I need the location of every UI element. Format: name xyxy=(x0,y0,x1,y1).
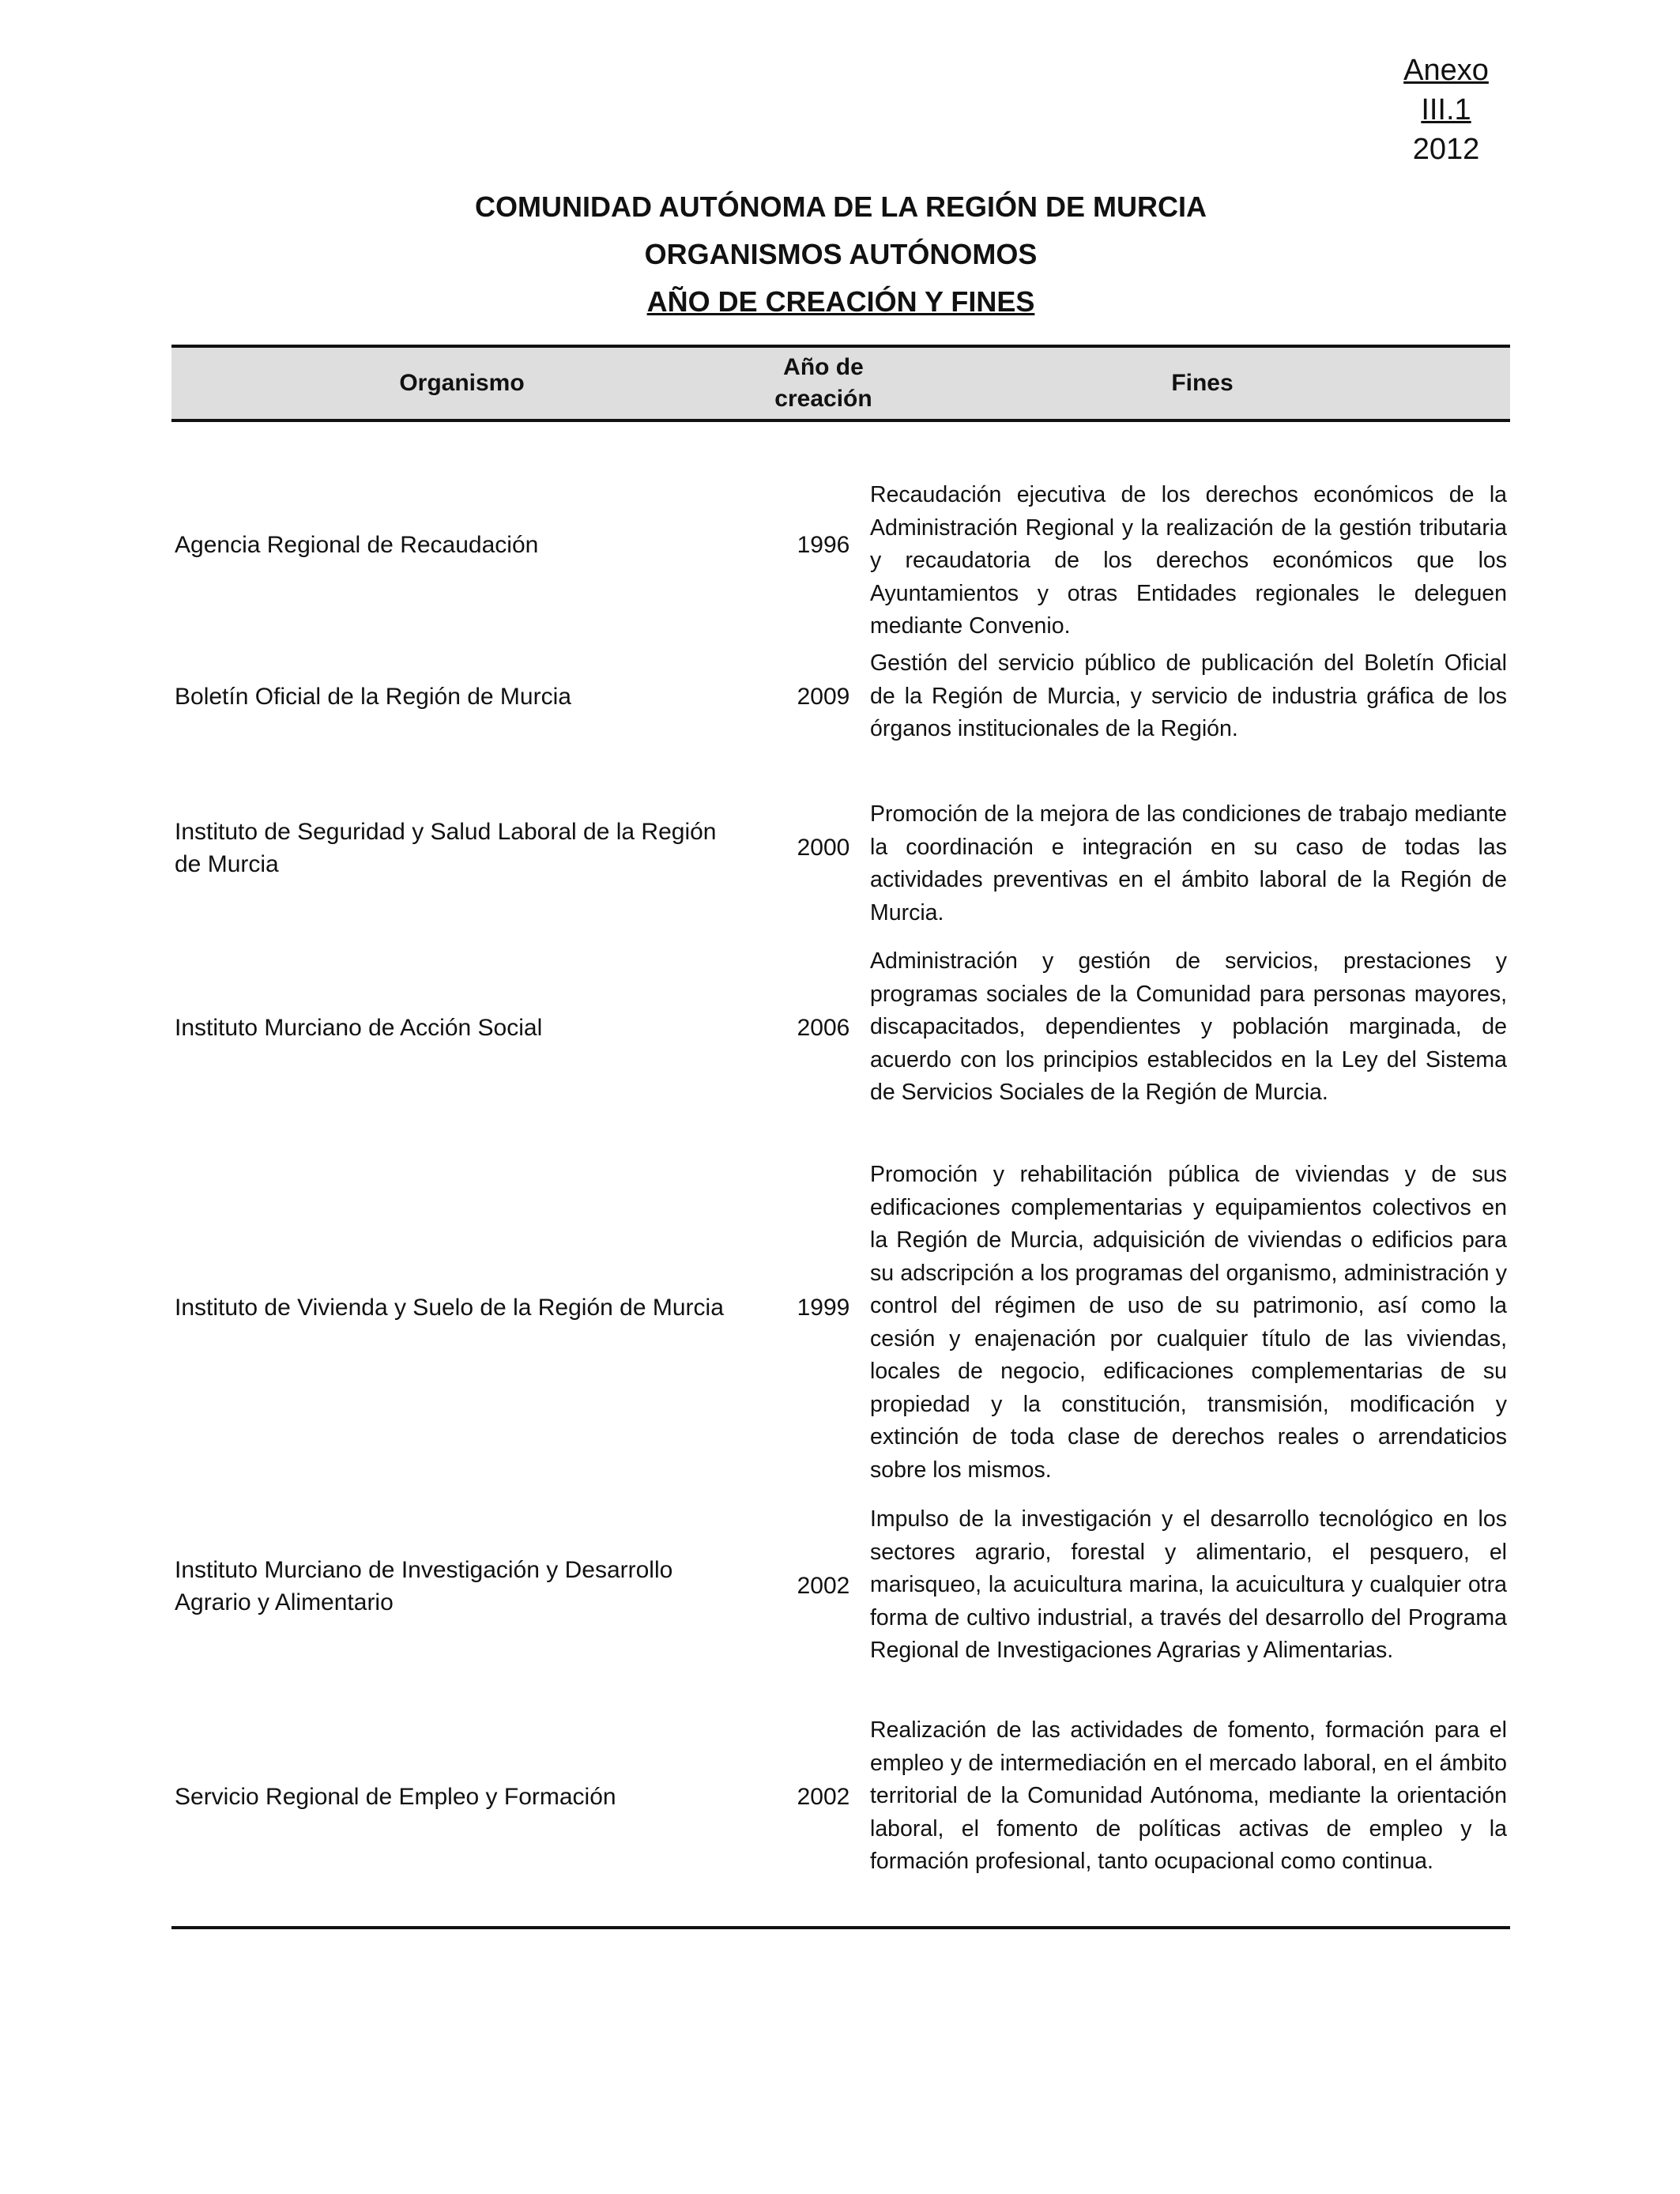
header-fines: Fines xyxy=(1171,370,1234,396)
table-row xyxy=(171,1714,1510,1880)
table-row xyxy=(171,647,1510,747)
annex-label: Anexo III.1 xyxy=(1403,54,1489,126)
row-year: 2006 xyxy=(797,1015,850,1042)
row-year: 2000 xyxy=(797,835,850,861)
row-organismo: Instituto Murciano de Investigación y Desarrollo Agrario y Alimentario xyxy=(175,1556,673,1615)
title-line-3: AÑO DE CREACIÓN Y FINES xyxy=(646,285,1035,318)
row-fines: Promoción y rehabilitación pública de viviendas y de sus edificaciones complementarias y equipamientos colectivos en la Región de Murcia, adquisición de viviendas o edificios para su adscripción a los programas del organismo, administración y control del régimen de uso de su patrimonio, así como la cesión y enajenación por cualquier título de las viviendas, locales de negocio, edificaciones complementarias de su propiedad y la constitución, transmisión, modificación y extinción de toda clase de derechos reales o arrendaticios sobre los mismos. xyxy=(870,1162,1507,1483)
table-header xyxy=(171,345,1510,422)
table-bottom-rule xyxy=(171,1926,1510,1929)
header-year-line-1: Año de xyxy=(783,354,864,380)
document-titles xyxy=(171,183,1510,326)
annex-header xyxy=(1375,51,1517,169)
table-row xyxy=(171,479,1510,639)
row-organismo: Instituto Murciano de Acción Social xyxy=(175,1015,543,1042)
row-organismo: Instituto de Seguridad y Salud Laboral de la Región de Murcia xyxy=(175,818,717,877)
row-fines: Impulso de la investigación y el desarrollo tecnológico en los sectores agrario, forestal y alimentario, el pesquero, el marisqueo, la acuicultura marina, la acuicultura y cualquier otra forma de cultivo industrial, a través del desarrollo del Programa Regional de Investigaciones Agrarias y Alimentarias. xyxy=(870,1506,1507,1663)
row-organismo: Instituto de Vivienda y Suelo de la Región de Murcia xyxy=(175,1295,724,1321)
row-fines: Promoción de la mejora de las condiciones de trabajo mediante la coordinación e integración en su caso de todas las actividades preventivas en el ámbito laboral de la Región de Murcia. xyxy=(870,801,1507,925)
title-line-2: ORGANISMOS AUTÓNOMOS xyxy=(644,238,1038,270)
row-fines: Gestión del servicio público de publicación del Boletín Oficial de la Región de Murcia, y servicio de industria gráfica de los órganos institucionales de la Región. xyxy=(870,650,1507,741)
row-year: 1996 xyxy=(797,532,850,559)
row-year: 2009 xyxy=(797,684,850,711)
organismos-table xyxy=(171,345,1510,1874)
row-fines: Realización de las actividades de fomento, formación para el empleo y de intermediación en el mercado laboral, en el ámbito territorial de la Comunidad Autónoma, mediante la orientación laboral, el fomento de políticas activas de empleo y la formación profesional, tanto ocupacional como continua. xyxy=(870,1717,1507,1874)
annex-year: 2012 xyxy=(1412,133,1480,166)
table-row xyxy=(171,798,1510,925)
row-organismo: Boletín Oficial de la Región de Murcia xyxy=(175,684,571,711)
title-line-1: COMUNIDAD AUTÓNOMA DE LA REGIÓN DE MURCIA xyxy=(475,190,1207,223)
row-year: 2002 xyxy=(797,1573,850,1600)
row-organismo: Agencia Regional de Recaudación xyxy=(175,532,539,559)
header-year-line-2: creación xyxy=(774,386,872,412)
header-year xyxy=(752,348,895,419)
table-row xyxy=(171,945,1510,1111)
row-organismo: Servicio Regional de Empleo y Formación xyxy=(175,1784,616,1811)
row-year: 2002 xyxy=(797,1784,850,1811)
table-row xyxy=(171,1159,1510,1483)
row-fines: Administración y gestión de servicios, prestaciones y programas sociales de la Comunidad para personas mayores, discapacitados, dependientes y población marginada, de acuerdo con los principios establecidos en la Ley del Sistema de Servicios Sociales de la Región de Murcia. xyxy=(870,948,1507,1105)
header-organismo: Organismo xyxy=(399,370,525,396)
table-row xyxy=(171,1503,1510,1669)
row-year: 1999 xyxy=(797,1295,850,1321)
row-fines: Recaudación ejecutiva de los derechos económicos de la Administración Regional y la realización de la gestión tributaria y recaudatoria de los derechos económicos que los Ayuntamientos y otras Entidades regionales le deleguen mediante Convenio. xyxy=(870,482,1507,639)
